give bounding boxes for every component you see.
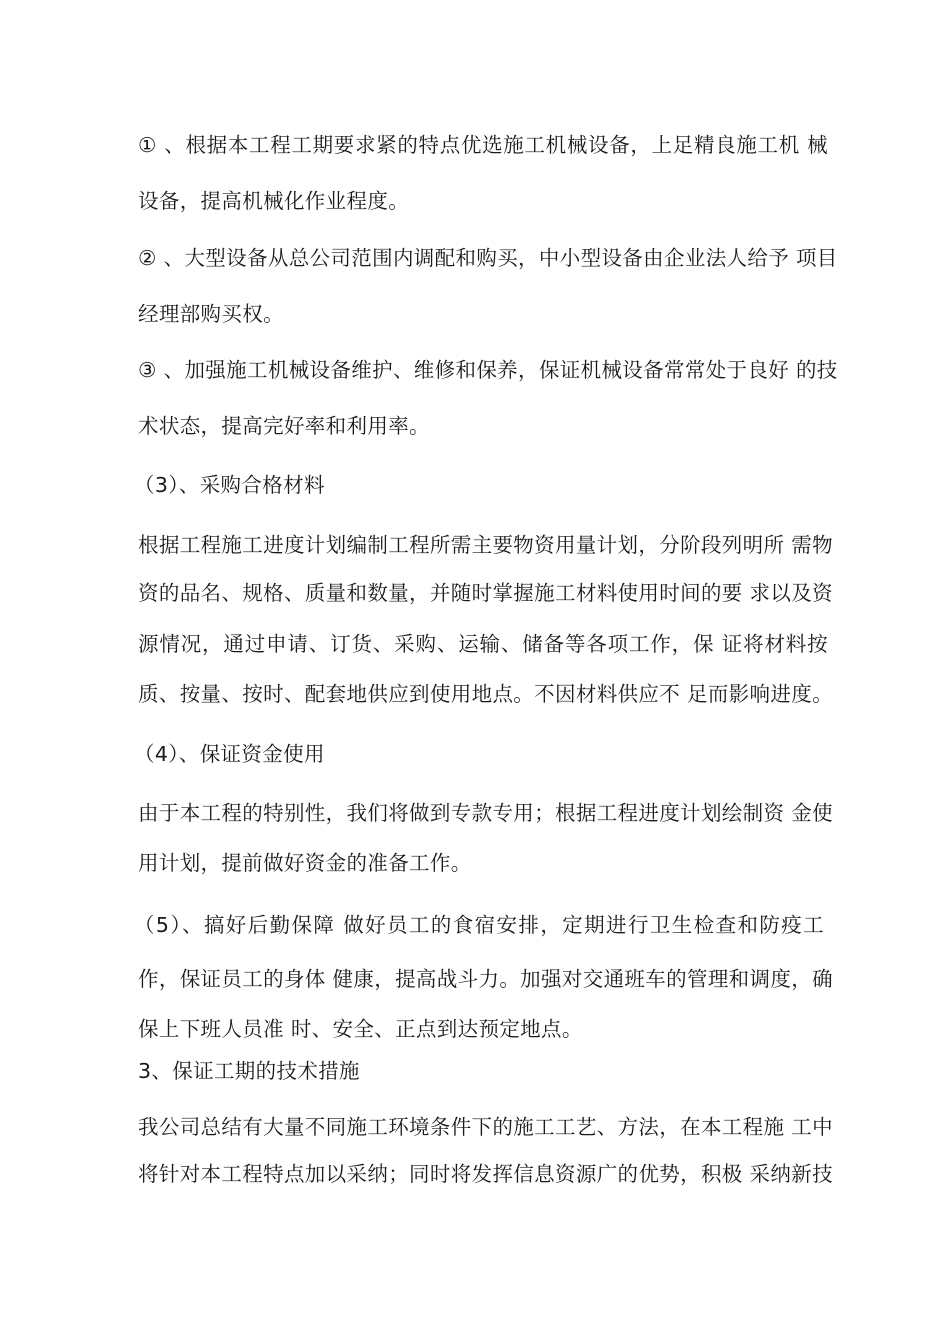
paragraph-line: 根据工程施工进度计划编制工程所需主要物资用量计划，分阶段列明所 需物 (138, 533, 833, 557)
section-heading: （3）、采购合格材料 (134, 473, 325, 497)
paragraph-line: 经理部购买权。 (138, 302, 284, 326)
paragraph-line: 作，保证员工的身体 健康，提高战斗力。加强对交通班车的管理和调度，确 (138, 967, 833, 991)
paragraph-line: 用计划，提前做好资金的准备工作。 (138, 851, 472, 875)
paragraph-line: 源情况，通过申请、订货、采购、运输、储备等各项工作，保 证将材料按 (138, 632, 828, 656)
section-heading: （5）、搞好后勤保障 做好员工的食宿安排，定期进行卫生检查和防疫工 (134, 913, 824, 937)
paragraph-line: ① 、根据本工程工期要求紧的特点优选施工机械设备，上足精良施工机 械 (138, 133, 828, 157)
section-heading: 3、保证工期的技术措施 (138, 1059, 360, 1083)
section-heading: （4）、保证资金使用 (134, 742, 325, 766)
paragraph-line: 我公司总结有大量不同施工环境条件下的施工工艺、方法，在本工程施 工中 (138, 1115, 833, 1139)
paragraph-line: 术状态，提高完好率和利用率。 (138, 414, 430, 438)
paragraph-line: 资的品名、规格、质量和数量，并随时掌握施工材料使用时间的要 求以及资 (138, 581, 833, 605)
paragraph-line: ③ 、加强施工机械设备维护、维修和保养，保证机械设备常常处于良好 的技 (138, 358, 838, 382)
paragraph-line: 由于本工程的特别性，我们将做到专款专用；根据工程进度计划绘制资 金使 (138, 801, 833, 825)
paragraph-line: 保上下班人员准 时、安全、正点到达预定地点。 (138, 1017, 583, 1041)
paragraph-line: ② 、大型设备从总公司范围内调配和购买，中小型设备由企业法人给予 项目 (138, 246, 838, 270)
paragraph-line: 将针对本工程特点加以采纳；同时将发挥信息资源广的优势，积极 采纳新技 (138, 1162, 833, 1186)
paragraph-line: 设备，提高机械化作业程度。 (138, 189, 410, 213)
paragraph-line: 质、按量、按时、配套地供应到使用地点。不因材料供应不 足而影响进度。 (138, 682, 833, 706)
